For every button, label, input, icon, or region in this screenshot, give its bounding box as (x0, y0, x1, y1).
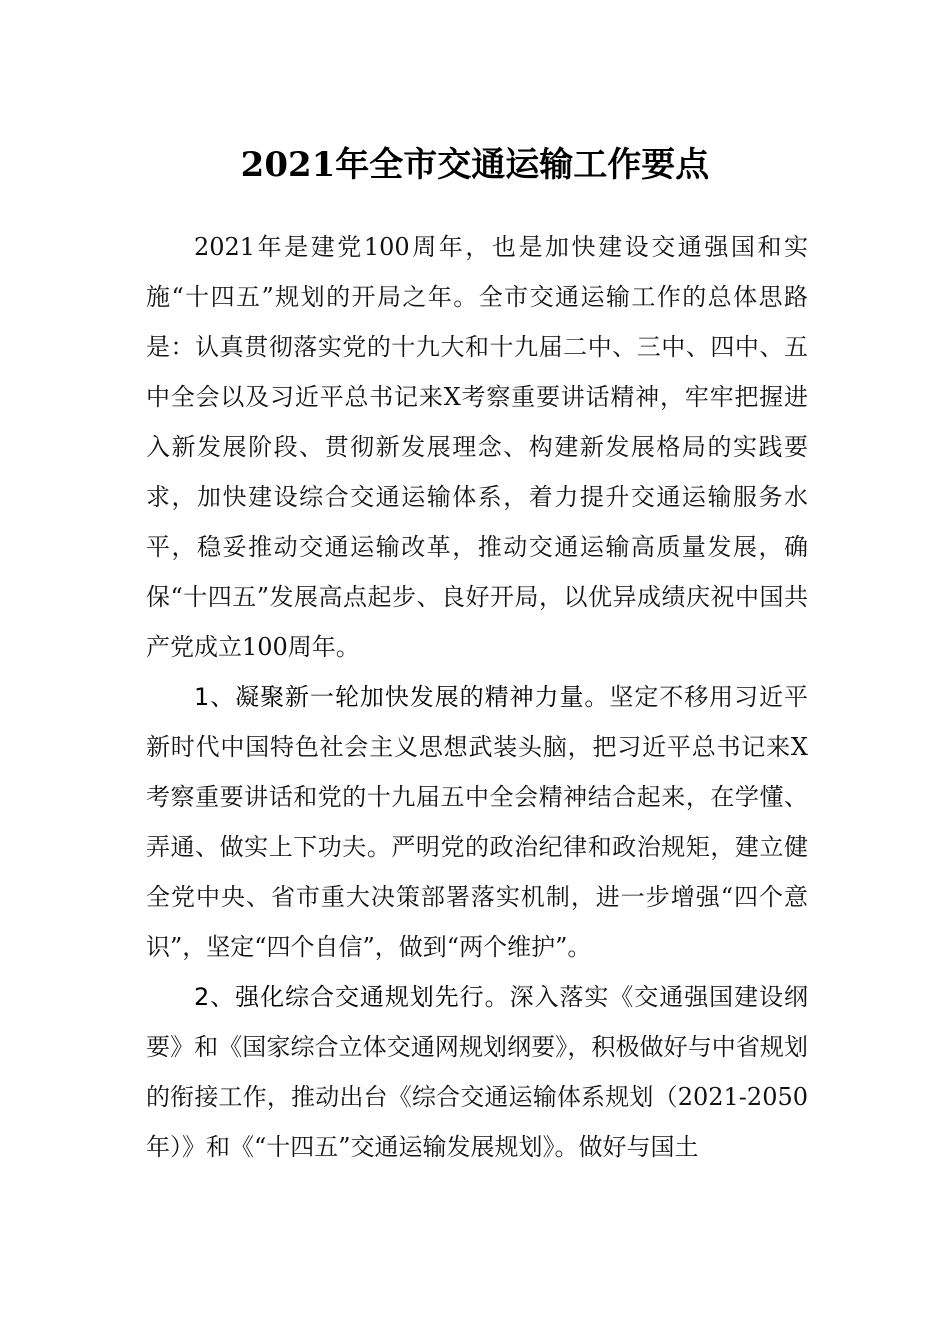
paragraph-text: 深入落实《交通强国建设纲要》和《国家综合立体交通网规划纲要》，积极做好与中省规划的衔接工作，推动出台《综合交通运输体系规划（2021-2050年）》和《“十四五”交通运输发展规划》。做好与国土 (146, 983, 808, 1161)
paragraph-heading: 2、强化综合交通规划先行。 (194, 983, 510, 1011)
section-paragraph-1 (146, 672, 808, 972)
paragraph-heading: 1、凝聚新一轮加快发展的精神力量。 (194, 683, 610, 711)
intro-paragraph (146, 222, 808, 672)
paragraph-text: 坚定不移用习近平新时代中国特色社会主义思想武装头脑，把习近平总书记来X考察重要讲话和党的十九届五中全会精神结合起来，在学懂、弄通、做实上下功夫。严明党的政治纪律和政治规矩，建立健全党中央、省市重大决策部署落实机制，进一步增强“四个意识”，坚定“四个自信”，做到“两个维护”。 (146, 683, 809, 961)
page-title: 2021年全市交通运输工作要点 (240, 145, 710, 185)
paragraph-text: 2021年是建党100周年，也是加快建设交通强国和实施“十四五”规划的开局之年。全市交通运输工作的总体思路是：认真贯彻落实党的十九大和十九届二中、三中、四中、五中全会以及习近平总书记来X考察重要讲话精神，牢牢把握进入新发展阶段、贯彻新发展理念、构建新发展格局的实践要求，加快建设综合交通运输体系，着力提升交通运输服务水平，稳妥推动交通运输改革，推动交通运输高质量发展，确保“十四五”发展高点起步、良好开局，以优异成绩庆祝中国共产党成立100周年。 (146, 233, 808, 661)
section-paragraph-2 (146, 972, 808, 1172)
document-body (146, 222, 808, 1172)
